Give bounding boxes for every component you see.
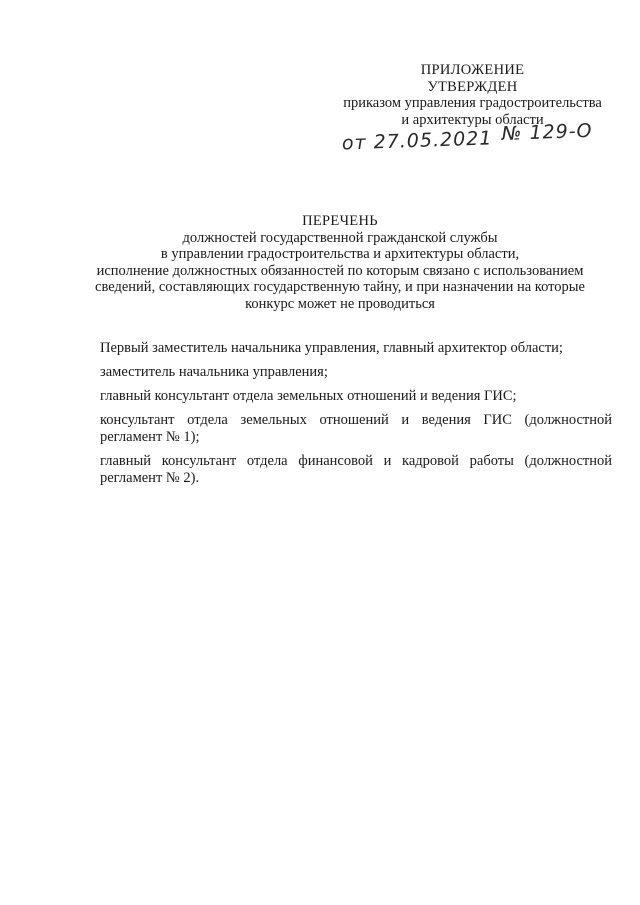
heading-line: исполнение должностных обязанностей по которым связано с использованием bbox=[96, 262, 584, 279]
order-issuer-line-2: и архитектуры области bbox=[401, 111, 544, 128]
document-title: ПЕРЕЧЕНЬ bbox=[302, 213, 378, 229]
order-issuer-line-1: приказом управления градостроительства bbox=[343, 95, 602, 111]
approval-block bbox=[330, 62, 615, 128]
document-heading bbox=[80, 213, 600, 313]
appendix-label: ПРИЛОЖЕНИЕ bbox=[420, 62, 525, 78]
position-item: заместитель начальника управления; bbox=[100, 364, 328, 380]
positions-list bbox=[100, 340, 612, 494]
position-item: консультант отдела земельных отношений и ведения ГИС (должностной регламент № 1); bbox=[100, 412, 612, 445]
heading-line: конкурс может не проводиться bbox=[245, 295, 435, 312]
position-item: Первый заместитель начальника управления, главный архитектор области; bbox=[100, 340, 563, 356]
heading-line: сведений, составляющих государственную тайну, и при назначении на которые bbox=[95, 279, 585, 296]
heading-line: должностей государственной гражданской службы bbox=[182, 229, 498, 246]
position-item: главный консультант отдела земельных отношений и ведения ГИС; bbox=[100, 388, 517, 404]
handwritten-order-number: № 129-О bbox=[501, 119, 593, 145]
heading-line: в управлении градостроительства и архитектуры области, bbox=[160, 246, 520, 263]
approved-label: УТВЕРЖДЕН bbox=[427, 78, 518, 95]
handwritten-date: от 27.05.2021 bbox=[341, 127, 493, 155]
position-item: главный консультант отдела финансовой и кадровой работы (должностной регламент № 2). bbox=[100, 453, 612, 486]
